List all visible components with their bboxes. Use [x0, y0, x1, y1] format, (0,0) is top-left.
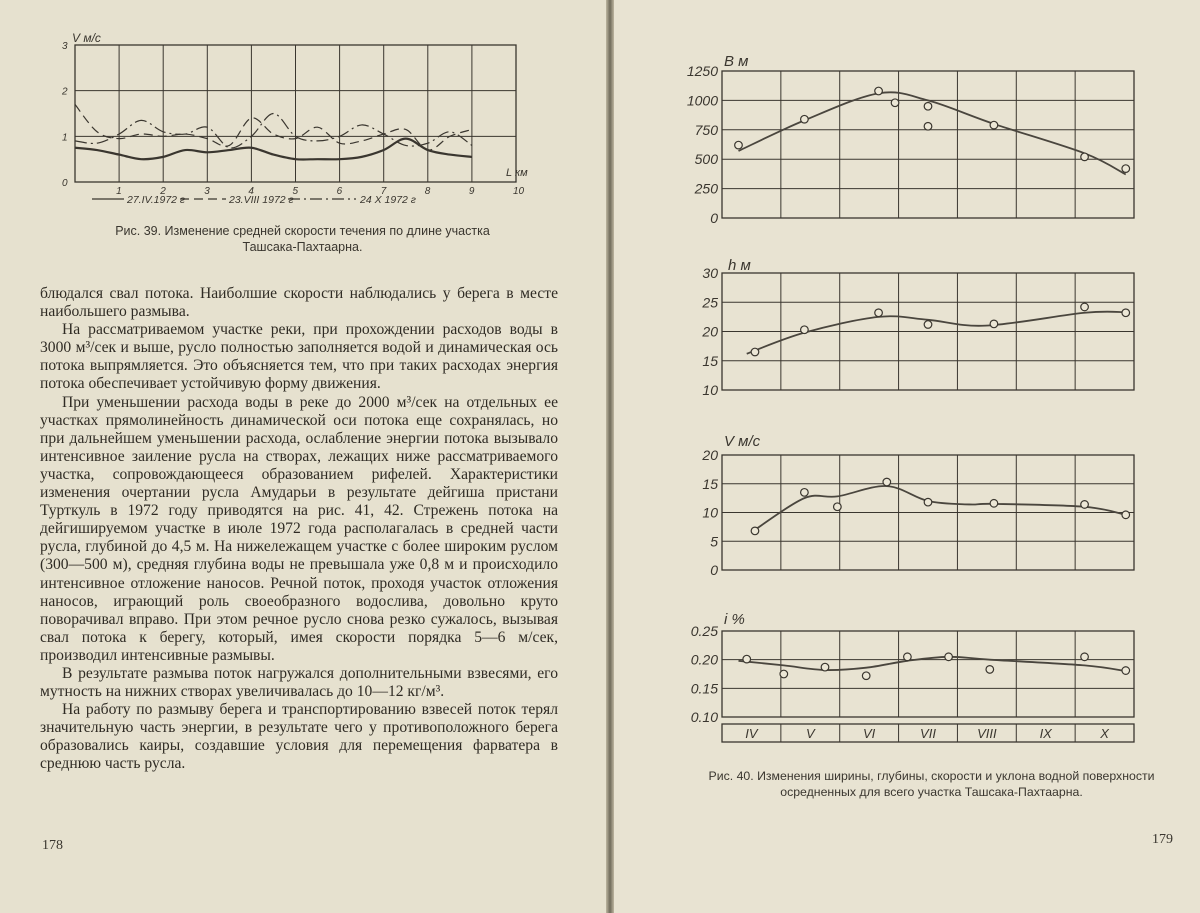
fig39-legend	[92, 194, 416, 206]
month-label: VIII	[977, 726, 997, 741]
slope-y-tick: 0.20	[690, 651, 718, 668]
velocity-y-tick: 15	[702, 475, 718, 492]
month-label: V	[805, 726, 815, 741]
fig39-x-tick: 3	[204, 186, 210, 197]
fig39-y-tick: 3	[62, 41, 68, 52]
slope-data-point	[945, 653, 953, 661]
fig39-x-tick: 5	[292, 186, 299, 197]
width-y-tick: 750	[694, 121, 718, 138]
fig39-x-tick: 8	[424, 186, 431, 197]
velocity-data-point	[1122, 511, 1130, 519]
fig39-x-tick: 10	[513, 186, 525, 197]
legend-label-23viii: 23.VIII 1972 г	[229, 194, 294, 206]
width-data-point	[1081, 153, 1089, 161]
slope-y-tick: 0.10	[690, 709, 718, 725]
width-data-point	[891, 99, 899, 107]
velocity-y-tick: 5	[710, 533, 718, 550]
fig39-series-line	[75, 139, 472, 160]
paragraph: При уменьшении расхода воды в реке до 2000 м³/сек на отдельных ее участках прямолинейность динамической оси потока еще сохранялась, но при дальнейшем уменьшении расхода, ослабление энергии потока вызывало интенсивное заиление русла на створах, лежащих ниже рассматриваемого участка, сопровождающееся образованием рифелей. Характеристики изменения очертании русла Амударьи в результате дейгиша пристани Турткуль в 1972 году приводятся на рис. 41, 42. Стрежень потока на дейгишируемом участке в июле 1972 года располагалась в средней части русла, глубиной до 4,5 м. На нижележащем участке с более широким руслом (300—500 м), средняя глубина воды не превышала уже 0,8 м и происходило интенсивное отложение наносов. Речной поток, проходя участок отложения наносов, играющий роль своеобразного водослива, довольно круто поворачивал вправо. При этом речное русло снова резко сужалось, вызывая свал потока к берегу, который, имея скорости порядка 5—6 м/сек, производил интенсивные размывы.	[40, 393, 558, 664]
fig39-x-tick: 6	[336, 186, 343, 197]
legend-label-24x: 24 X 1972 г	[360, 194, 416, 206]
fig39-x-tick: 1	[116, 186, 122, 197]
depth-chart-label: h м	[728, 257, 751, 274]
velocity-data-point	[883, 478, 891, 486]
velocity-data-point	[751, 527, 759, 535]
paragraph: блюдался свал потока. Наиболшие скорости наблюдались у берега в месте наибольшего размыва.	[40, 285, 558, 321]
slope-y-tick: 0.25	[690, 623, 718, 639]
right-page	[614, 0, 1200, 913]
slope-data-point	[1081, 653, 1089, 661]
body-text	[40, 285, 558, 774]
slope-chart	[691, 623, 1134, 725]
width-y-tick: 1250	[686, 63, 718, 79]
fig39-x-tick: 9	[468, 186, 475, 197]
width-chart	[687, 63, 1134, 226]
velocity-trend-line	[755, 486, 1126, 530]
velocity-chart-label: V м/с	[724, 433, 761, 450]
depth-data-point	[1081, 303, 1089, 311]
page-number-left: 178	[42, 838, 63, 853]
width-y-tick: 250	[694, 180, 718, 197]
depth-y-tick: 15	[702, 352, 718, 369]
depth-y-tick: 30	[702, 265, 718, 281]
width-data-point	[1122, 165, 1130, 173]
fig39-y-tick: 0	[62, 178, 68, 189]
paragraph: На работу по размыву берега и транспортированию взвесей поток терял значительную часть энергии, в результате чего у противоположного берега образовались каиры, создавшие условия для перемещения фарватера в среднюю часть русла.	[40, 701, 558, 773]
month-label: VII	[920, 726, 936, 741]
width-y-tick: 1000	[686, 92, 718, 109]
month-label: IX	[1039, 726, 1052, 741]
velocity-data-point	[801, 489, 809, 497]
velocity-data-point	[924, 498, 932, 506]
fig39-series-line	[75, 114, 472, 148]
paragraph: На рассматриваемом участке реки, при прохождении расходов воды в 3000 м³/сек и выше, русло полностью заполняется водой и динамическая ось потока выпрямляется. Это объясняется тем, что при таких расходах энергия потока обеспечивает устойчивую форму движения.	[40, 321, 558, 393]
slope-trend-line	[738, 657, 1125, 671]
width-data-point	[875, 87, 883, 95]
velocity-data-point	[834, 503, 842, 511]
slope-data-point	[904, 653, 912, 661]
fig39-y-tick: 2	[62, 86, 68, 98]
month-label: X	[1100, 726, 1109, 741]
depth-y-tick: 10	[702, 382, 718, 398]
depth-data-point	[801, 326, 809, 334]
paragraph: В результате размыва поток нагружался дополнительными взвесями, его мутность на нижних створах увеличивалась до 10—12 кг/м³.	[40, 664, 558, 701]
slope-data-point	[743, 655, 751, 663]
depth-data-point	[990, 320, 998, 328]
legend-label-27iv: 27.IV.1972 г	[127, 194, 186, 206]
depth-y-tick: 25	[702, 294, 718, 311]
depth-data-point	[924, 321, 932, 329]
slope-data-point	[862, 672, 870, 680]
fig39-x-tick: 7	[380, 186, 387, 197]
fig39-x-tick: 4	[248, 186, 254, 197]
fig39-series-line	[75, 104, 472, 150]
width-data-point	[924, 102, 932, 110]
velocity-y-tick: 10	[702, 504, 718, 521]
depth-data-point	[1122, 309, 1130, 317]
width-data-point	[924, 122, 932, 130]
width-y-tick: 0	[710, 210, 718, 226]
fig39-y-tick: 1	[62, 132, 68, 144]
width-chart-label: В м	[724, 53, 749, 70]
velocity-data-point	[1081, 501, 1089, 509]
width-data-point	[801, 115, 809, 123]
slope-y-tick: 0.15	[690, 680, 718, 697]
slope-data-point	[821, 663, 829, 671]
width-frame	[722, 71, 1134, 218]
book-spine	[606, 0, 614, 913]
velocity-chart	[701, 447, 1134, 578]
slope-chart-label: i %	[724, 611, 745, 628]
slope-data-point	[986, 666, 994, 674]
slope-data-point	[780, 670, 788, 678]
figure-40-charts	[614, 0, 1200, 760]
velocity-y-tick: 0	[710, 562, 718, 578]
depth-data-point	[751, 348, 759, 356]
depth-data-point	[875, 309, 883, 317]
figure-39-caption: Рис. 39. Изменение средней скорости течения по длине участка Ташсака-Пахтаарна.	[115, 224, 490, 254]
velocity-data-point	[990, 500, 998, 508]
width-trend-line	[738, 92, 1125, 174]
fig39-y-label: V м/с	[72, 31, 101, 45]
figure-39-velocity-chart	[0, 0, 606, 230]
month-label: VI	[862, 726, 876, 741]
width-data-point	[735, 141, 743, 149]
depth-chart	[701, 265, 1134, 398]
width-y-tick: 500	[694, 151, 718, 168]
velocity-y-tick: 20	[702, 447, 718, 463]
figure-40-caption: Рис. 40. Изменения ширины, глубины, скорости и уклона водной поверхности осредненных для всего участка Ташсака-Пахтаарна.	[708, 769, 1155, 799]
fig39-x-label: L км	[506, 167, 528, 179]
page-number-right: 179	[1152, 832, 1173, 847]
depth-y-tick: 20	[702, 323, 718, 340]
month-label: IV	[745, 726, 758, 741]
month-axis	[722, 724, 1134, 742]
width-data-point	[990, 121, 998, 129]
fig39-x-tick: 2	[160, 186, 166, 197]
slope-data-point	[1122, 667, 1130, 675]
